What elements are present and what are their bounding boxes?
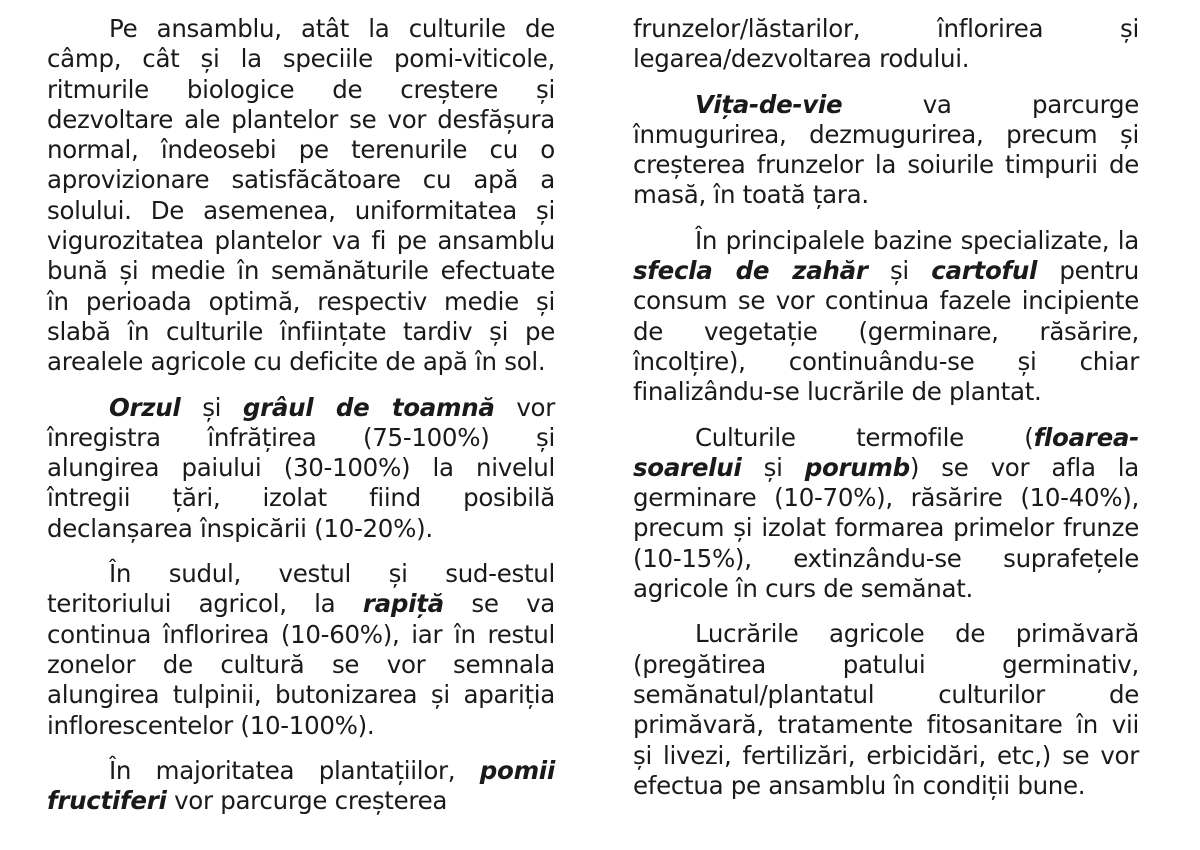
left-column (47, 14, 555, 816)
paragraph-fruit-trees-continued (633, 14, 1139, 75)
paragraph-text: și (867, 256, 932, 286)
crop-name-barley: Orzul (109, 392, 181, 422)
paragraph-barley-wheat (47, 393, 555, 544)
paragraph-text: și (741, 452, 805, 482)
crop-name-winter-wheat: grâul de toamnă (242, 392, 495, 422)
crop-name-grapevine: Vița-de-vie (695, 89, 843, 119)
paragraph-text: frunzelor/lăstarilor, înflorirea și legarea/dezvoltarea rodului. (633, 14, 1139, 74)
paragraph-text: vor înregistra înfrățirea (75-100%) și alungirea paiului (30-100%) la nivelul întregii țări, izolat fiind posibilă declanșarea înspicării (10-20%). (47, 392, 555, 543)
paragraph-fruit-trees (47, 756, 555, 817)
crop-name-rapeseed: rapiță (362, 589, 444, 619)
paragraph-text: În principalele bazine specializate, la (695, 225, 1139, 255)
paragraph-rapeseed (47, 559, 555, 741)
paragraph-general-outlook (47, 14, 555, 378)
paragraph-text: ) se vor afla la germinare (10-70%), răsărire (10-40%), precum și izolat formarea primelor frunze (10-15%), extinzându-se suprafețele agricole în curs de semănat. (633, 452, 1139, 604)
paragraph-thermophilic-crops (633, 423, 1139, 605)
paragraph-spring-works (633, 619, 1139, 801)
crop-name-maize: porumb (804, 452, 910, 482)
paragraph-text: se va continua înflorirea (10-60%), iar în restul zonelor de cultură se vor semnala alungirea tulpinii, butonizarea și apariția inflorescentelor (10-100%). (47, 589, 555, 740)
crop-name-sugar-beet: sfecla de zahăr (633, 256, 868, 286)
paragraph-text: Pe ansamblu, atât la culturile de câmp, cât și la speciile pomi-viticole, ritmurile biologice de creștere și dezvoltare ale plantelor se vor desfășura normal, îndeosebi pe terenurile cu o aprovizionare satisfăcătoare cu apă a solului. De asemenea, uniformitatea și vigurozitatea plantelor va fi pe ansamblu bună și medie în semănăturile efectuate în perioada optimă, respectiv medie și slabă în culturile înființate tardiv și pe arealele agricole cu deficite de apă în sol. (47, 14, 555, 377)
right-column (633, 14, 1139, 801)
paragraph-grapevine (633, 90, 1139, 211)
paragraph-text: Culturile termofile ( (695, 422, 1034, 452)
paragraph-text: va parcurge înmugurirea, dezmugurirea, precum și creșterea frunzelor la soiurile timpurii de masă, în toată țara. (633, 89, 1139, 210)
paragraph-text: vor parcurge creșterea (166, 786, 448, 816)
paragraph-text: pentru consum se vor continua fazele incipiente de vegetație (germinare, răsărire, încolțire), continuându-se și chiar finalizându-se lucrările de plantat. (633, 256, 1139, 407)
paragraph-text: și (180, 392, 243, 422)
paragraph-text: În majoritatea plantațiilor, (109, 755, 480, 785)
crop-name-potato: cartoful (931, 256, 1038, 286)
paragraph-text: În sudul, vestul și sud-estul teritoriului agricol, la (47, 559, 555, 619)
crop-name-fruit-trees: pomii fructiferi (47, 755, 555, 816)
crop-name-sunflower: floarea-soarelui (633, 422, 1139, 482)
paragraph-beet-potato (633, 226, 1139, 408)
paragraph-text: Lucrările agricole de primăvară (pregătirea patului germinativ, semănatul/plantatul culturilor de primăvară, tratamente fitosanitare în vii și livezi, fertilizări, erbicidări, etc,) se vor efectua pe ansamblu în condiții bune. (633, 619, 1139, 800)
